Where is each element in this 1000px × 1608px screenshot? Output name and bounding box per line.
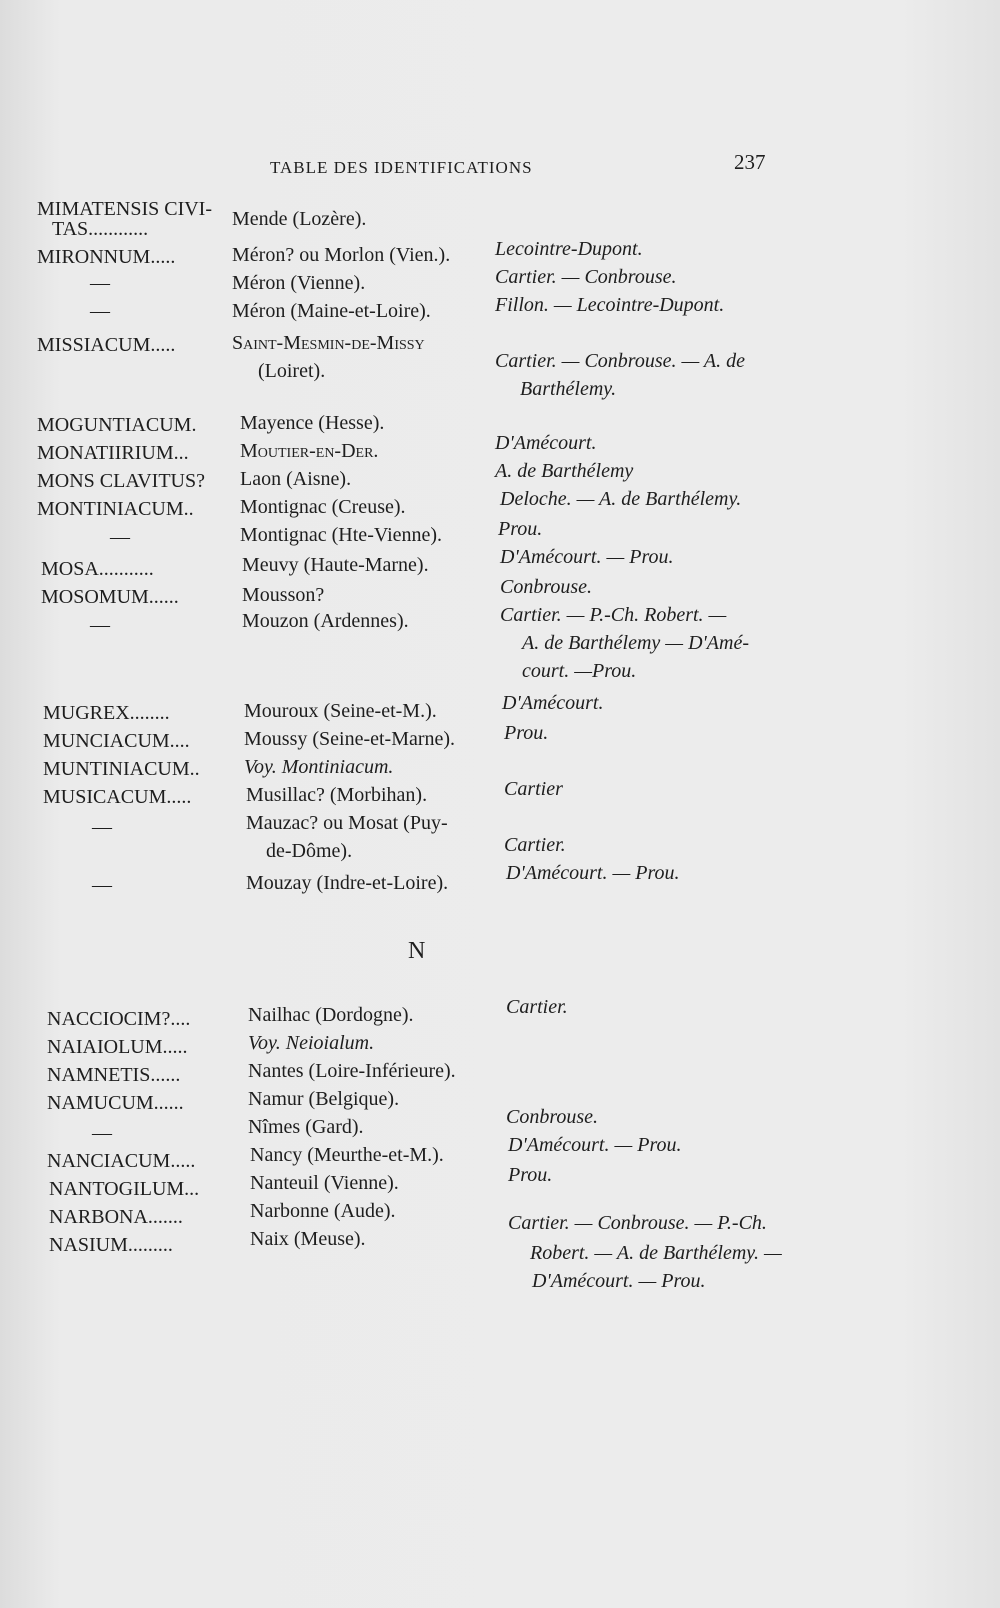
place-name: Nantes (Loire-Inférieure). <box>248 1060 456 1082</box>
place-name: Méron (Vienne). <box>232 272 366 294</box>
latin-name: NANTOGILUM... <box>49 1178 200 1200</box>
authors: Cartier. <box>504 834 566 856</box>
authors: Conbrouse. <box>500 576 593 598</box>
place-name: Voy. Neioialum. <box>248 1032 375 1054</box>
authors: Prou. <box>508 1164 553 1186</box>
place-name: Meuvy (Haute-Marne). <box>242 554 429 576</box>
latin-name: MIMATENSIS CIVI- <box>37 198 212 220</box>
place-name: Moutier-en-Der. <box>240 440 379 462</box>
latin-name: NAMNETIS...... <box>47 1064 181 1086</box>
authors-continued: D'Amécourt. — Prou. <box>532 1270 706 1292</box>
authors: Cartier <box>504 778 563 800</box>
place-name-continued: de-Dôme). <box>266 840 353 862</box>
place-name: Nailhac (Dordogne). <box>248 1004 414 1026</box>
authors: Deloche. — A. de Barthélemy. <box>500 488 742 510</box>
latin-name: NAMUCUM...... <box>47 1092 184 1114</box>
latin-name: MONATIIRIUM... <box>37 442 189 464</box>
place-name: Mouroux (Seine-et-M.). <box>244 700 437 722</box>
latin-name: MONTINIACUM.. <box>37 498 194 520</box>
latin-name: MOGUNTIACUM. <box>37 414 197 436</box>
place-name: Saint-Mesmin-de-Missy <box>232 332 425 354</box>
ditto-mark: — <box>90 614 110 636</box>
place-name: Mende (Lozère). <box>232 208 367 230</box>
authors: Conbrouse. <box>506 1106 599 1128</box>
place-name: Méron (Maine-et-Loire). <box>232 300 431 322</box>
authors-continued: Robert. — A. de Barthélemy. — <box>530 1242 782 1264</box>
place-name: Voy. Montiniacum. <box>244 756 394 778</box>
authors-continued: A. de Barthélemy — D'Amé- <box>522 632 749 654</box>
place-name: Mayence (Hesse). <box>240 412 385 434</box>
latin-name-continued: TAS............ <box>52 218 149 240</box>
place-name: Narbonne (Aude). <box>250 1200 396 1222</box>
place-name: Mousson? <box>242 584 325 606</box>
place-name: Mouzay (Indre-et-Loire). <box>246 872 449 894</box>
ditto-mark: — <box>90 300 110 322</box>
authors: D'Amécourt. <box>495 432 597 454</box>
ditto-mark: — <box>92 1122 112 1144</box>
authors: Cartier. — Conbrouse. <box>495 266 677 288</box>
authors: Prou. <box>498 518 543 540</box>
latin-name: MUGREX........ <box>43 702 170 724</box>
latin-name: NANCIACUM..... <box>47 1150 196 1172</box>
ditto-mark: — <box>92 874 112 896</box>
section-letter: N <box>408 938 426 964</box>
authors: Prou. <box>504 722 549 744</box>
place-name: Montignac (Hte-Vienne). <box>240 524 443 546</box>
place-name: Nancy (Meurthe-et-M.). <box>250 1144 444 1166</box>
place-name: Nanteuil (Vienne). <box>250 1172 399 1194</box>
latin-name: MISSIACUM..... <box>37 334 176 356</box>
authors: Cartier. <box>506 996 568 1018</box>
latin-name: NARBONA....... <box>49 1206 183 1228</box>
authors-continued: court. —Prou. <box>522 660 637 682</box>
latin-name: MOSOMUM...... <box>41 586 179 608</box>
latin-name: NASIUM......... <box>49 1234 173 1256</box>
authors: D'Amécourt. — Prou. <box>506 862 680 884</box>
place-name: Montignac (Creuse). <box>240 496 406 518</box>
authors-continued: Barthélemy. <box>520 378 617 400</box>
authors: Cartier. — Conbrouse. — A. de <box>495 350 746 372</box>
authors: D'Amécourt. — Prou. <box>508 1134 682 1156</box>
latin-name: MUNTINIACUM.. <box>43 758 200 780</box>
place-name: Namur (Belgique). <box>248 1088 400 1110</box>
authors: Fillon. — Lecointre-Dupont. <box>495 294 725 316</box>
authors: Lecointre-Dupont. <box>495 238 643 260</box>
latin-name: MUNCIACUM.... <box>43 730 190 752</box>
place-name: Méron? ou Morlon (Vien.). <box>232 244 451 266</box>
latin-name: NACCIOCIM?.... <box>47 1008 191 1030</box>
latin-name: MIRONNUM..... <box>37 246 176 268</box>
ditto-mark: — <box>92 816 112 838</box>
latin-name: NAIAIOLUM..... <box>47 1036 188 1058</box>
place-name-continued: (Loiret). <box>258 360 326 382</box>
latin-name: MOSA........... <box>41 558 154 580</box>
ditto-mark: — <box>110 526 130 548</box>
ditto-mark: — <box>90 272 110 294</box>
place-name: Nîmes (Gard). <box>248 1116 364 1138</box>
authors: Cartier. — Conbrouse. — P.-Ch. <box>508 1212 767 1234</box>
place-name: Mouzon (Ardennes). <box>242 610 409 632</box>
authors: D'Amécourt. — Prou. <box>500 546 674 568</box>
place-name: Laon (Aisne). <box>240 468 352 490</box>
authors: A. de Barthélemy <box>495 460 634 482</box>
page-number: 237 <box>734 150 766 174</box>
latin-name: MUSICACUM..... <box>43 786 192 808</box>
place-name: Musillac? (Morbihan). <box>246 784 428 806</box>
place-name: Mauzac? ou Mosat (Puy- <box>246 812 448 834</box>
latin-name: MONS CLAVITUS? <box>37 470 205 492</box>
running-header-title: TABLE DES IDENTIFICATIONS <box>270 158 533 177</box>
authors: D'Amécourt. <box>502 692 604 714</box>
place-name: Naix (Meuse). <box>250 1228 366 1250</box>
place-name: Moussy (Seine-et-Marne). <box>244 728 456 750</box>
authors: Cartier. — P.-Ch. Robert. — <box>500 604 727 626</box>
